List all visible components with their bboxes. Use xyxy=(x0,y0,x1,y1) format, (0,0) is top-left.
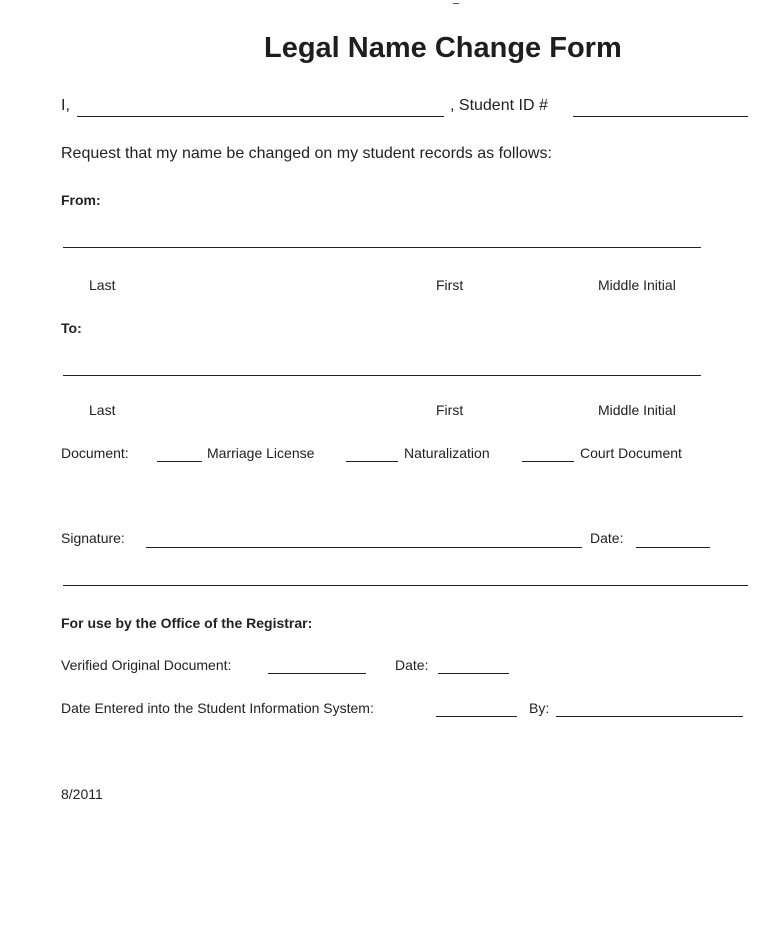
from-middle-caption: Middle Initial xyxy=(598,277,676,293)
request-text: Request that my name be changed on my student records as follows: xyxy=(61,145,552,162)
i-label: I, xyxy=(61,97,70,114)
to-last-caption: Last xyxy=(89,402,116,418)
verified-date-label: Date: xyxy=(395,657,429,673)
document-label: Document: xyxy=(61,445,129,461)
from-last-caption: Last xyxy=(89,277,116,293)
to-first-caption: First xyxy=(436,402,464,418)
student-id-field[interactable] xyxy=(573,116,748,117)
from-label: From: xyxy=(61,192,101,208)
signature-field[interactable] xyxy=(146,547,582,548)
registrar-heading: For use by the Office of the Registrar: xyxy=(61,615,313,631)
verified-date-field[interactable] xyxy=(438,673,509,674)
to-middle-caption: Middle Initial xyxy=(598,402,676,418)
marriage-license-option: Marriage License xyxy=(207,445,315,461)
date-entered-field[interactable] xyxy=(436,716,517,717)
form-revision-date: 8/2011 xyxy=(61,786,103,802)
signature-date-label: Date: xyxy=(590,530,624,546)
signature-date-field[interactable] xyxy=(636,547,710,548)
student-id-label: , Student ID # xyxy=(450,97,548,114)
entered-by-field[interactable] xyxy=(556,716,743,717)
to-label: To: xyxy=(61,320,82,336)
from-name-field[interactable] xyxy=(63,247,701,248)
signature-label: Signature: xyxy=(61,530,125,546)
naturalization-blank[interactable] xyxy=(346,461,398,462)
page-mark xyxy=(453,0,459,4)
court-document-blank[interactable] xyxy=(522,461,574,462)
naturalization-option: Naturalization xyxy=(404,445,490,461)
verified-document-label: Verified Original Document: xyxy=(61,657,232,673)
entered-by-label: By: xyxy=(529,700,550,716)
name-field[interactable] xyxy=(77,116,444,117)
marriage-license-blank[interactable] xyxy=(157,461,202,462)
section-divider xyxy=(63,585,748,586)
verified-document-field[interactable] xyxy=(268,673,366,674)
date-entered-label: Date Entered into the Student Information System: xyxy=(61,700,374,716)
court-document-option: Court Document xyxy=(580,445,682,461)
to-name-field[interactable] xyxy=(63,375,701,376)
page-title: Legal Name Change Form xyxy=(264,32,622,64)
from-first-caption: First xyxy=(436,277,464,293)
